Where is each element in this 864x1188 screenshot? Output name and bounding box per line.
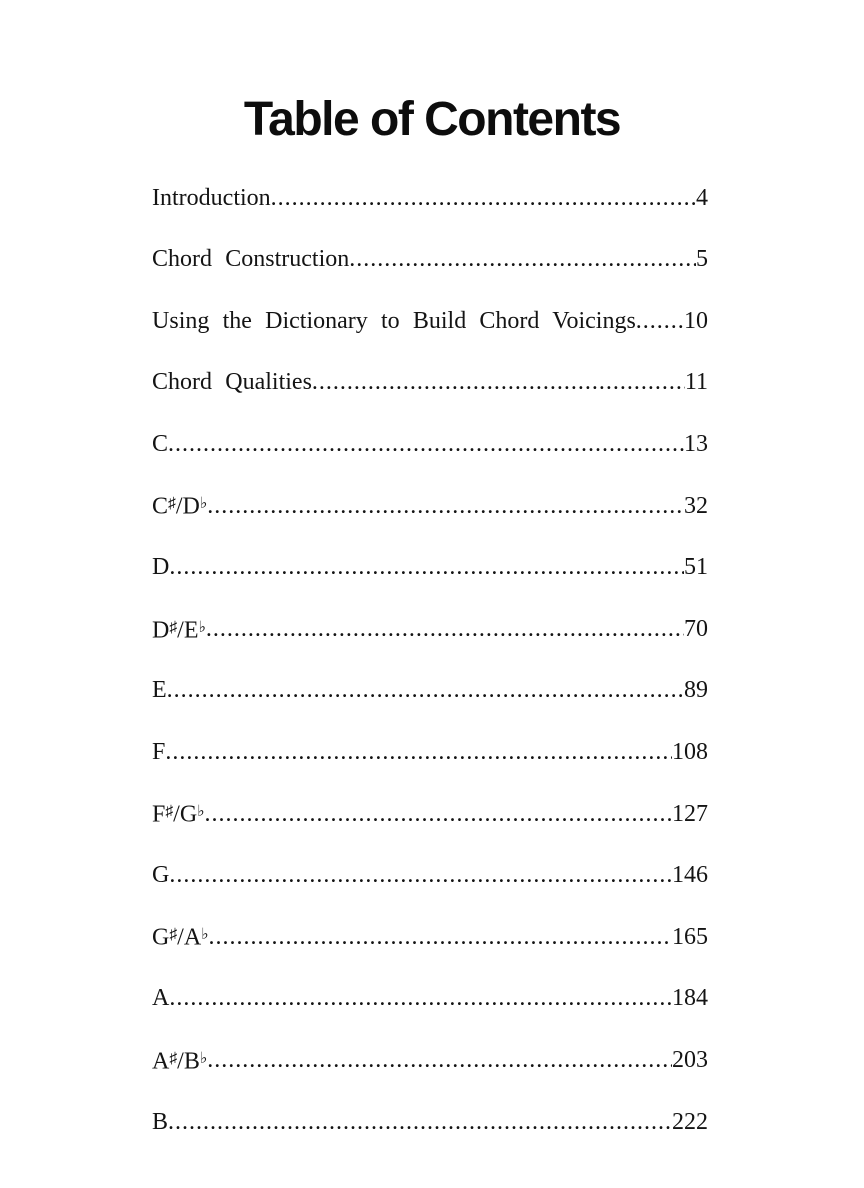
toc-entry-label: C	[152, 430, 169, 457]
toc-entry-label: F♯/G♭	[152, 801, 205, 828]
dot-leader	[205, 800, 672, 828]
toc-entry-page: 51	[684, 554, 708, 581]
toc-entry	[152, 844, 708, 906]
toc-entry-page: 127	[672, 800, 708, 827]
toc-entry-label: Chord Construction	[152, 246, 350, 273]
toc-entry-label: A	[152, 985, 170, 1012]
dot-leader	[349, 245, 696, 273]
toc-entry	[152, 413, 708, 475]
toc-entry	[152, 783, 708, 845]
toc-entry	[152, 1091, 708, 1153]
dot-leader	[169, 984, 672, 1012]
dot-leader	[169, 553, 684, 581]
dot-leader	[207, 1046, 672, 1074]
dot-leader	[636, 307, 684, 335]
toc-entry-page: 146	[672, 862, 708, 889]
dot-leader	[271, 184, 696, 212]
dot-leader	[209, 923, 672, 951]
toc-entry-page: 184	[672, 985, 708, 1012]
toc-entry-page: 4	[696, 184, 708, 211]
toc-entry-page: 222	[672, 1108, 708, 1135]
toc-entry-page: 165	[672, 923, 708, 950]
toc-entry-label: B	[152, 1108, 169, 1135]
toc-entry-label: A♯/B♭	[152, 1048, 208, 1075]
toc-entry	[152, 290, 708, 352]
toc-list	[152, 167, 708, 1153]
dot-leader	[168, 1108, 672, 1136]
toc-entry-page: 11	[684, 369, 708, 396]
toc-entry-page: 32	[684, 492, 708, 519]
toc-entry	[152, 968, 708, 1030]
toc-entry-label: D	[152, 554, 170, 581]
toc-entry-page: 108	[672, 738, 708, 765]
toc-entry-page: 89	[684, 677, 708, 704]
toc-entry-page: 5	[696, 246, 708, 273]
toc-entry-page: 13	[684, 430, 708, 457]
toc-entry-label: C♯/D♭	[152, 493, 208, 520]
dot-leader	[169, 861, 672, 889]
dot-leader	[167, 676, 684, 704]
toc-entry-label: G	[152, 862, 170, 889]
toc-entry-label: Introduction	[152, 184, 271, 211]
toc-entry-label: F	[152, 738, 166, 765]
page-title: Table of Contents	[243, 93, 621, 146]
toc-entry-page: 70	[684, 615, 708, 642]
toc-entry	[152, 721, 708, 783]
toc-entry	[152, 475, 708, 537]
dot-leader	[312, 368, 685, 396]
toc-entry	[152, 228, 708, 290]
toc-entry	[152, 598, 708, 660]
dot-leader	[165, 738, 672, 766]
toc-entry-label: Chord Qualities	[152, 369, 312, 396]
toc-entry	[152, 536, 708, 598]
toc-entry-label: D♯/E♭	[152, 616, 206, 643]
dot-leader	[168, 430, 684, 458]
toc-entry-label: E	[152, 677, 167, 704]
toc-entry-page: 10	[684, 307, 708, 334]
dot-leader	[207, 492, 684, 520]
toc-entry	[152, 1029, 708, 1091]
toc-entry-label: G♯/A♭	[152, 924, 209, 951]
dot-leader	[206, 615, 684, 643]
toc-entry-page: 203	[672, 1046, 708, 1073]
toc-entry-label: Using the Dictionary to Build Chord Voicings	[152, 307, 636, 334]
toc-entry	[152, 660, 708, 722]
toc-entry	[152, 352, 708, 414]
toc-entry	[152, 906, 708, 968]
toc-entry	[152, 167, 708, 229]
